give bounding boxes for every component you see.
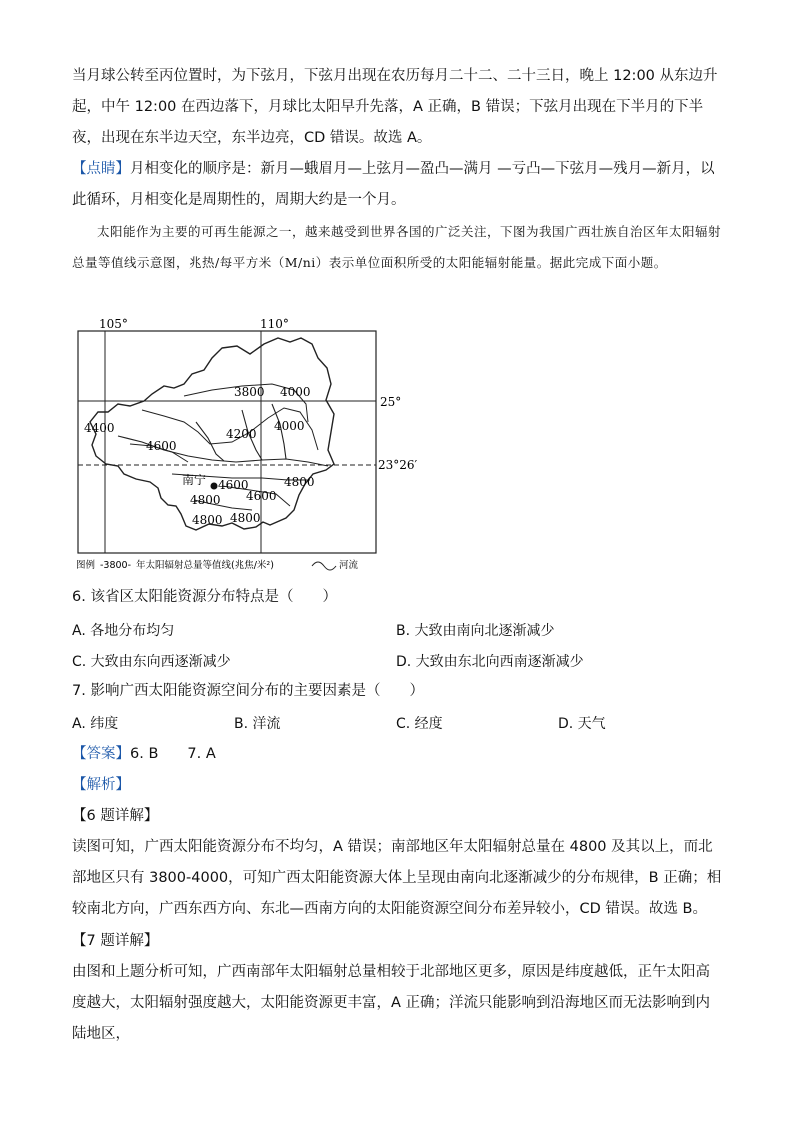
q7-option-a: A. 纬度 — [72, 716, 119, 732]
legend-sample: -3800- — [100, 560, 132, 571]
answer-line — [72, 744, 216, 764]
analysis-tag: 【解析】 — [72, 777, 130, 793]
q6-option-c: C. 大致由东向西逐渐减少 — [72, 654, 231, 670]
isoline-label: 4000 — [280, 385, 311, 399]
isoline-label: 4800 — [230, 511, 261, 525]
lat-label-tropic: 23°26′ — [378, 458, 418, 472]
legend-prefix: 图例 — [76, 560, 96, 571]
lon-label-105: 105° — [99, 317, 128, 331]
isoline-label: 4600 — [218, 478, 249, 492]
isoline-label: 4800 — [284, 475, 315, 489]
solar-radiation-map — [72, 314, 418, 576]
q6-option-d: D. 大致由东北向西南逐渐减少 — [396, 654, 584, 670]
detail-6-tag: 【6 题详解】 — [72, 808, 159, 824]
isoline-label: 4800 — [190, 493, 221, 507]
q7-option-d: D. 天气 — [558, 716, 606, 732]
isoline-label: 4600 — [146, 439, 177, 453]
isoline-label: 4400 — [84, 421, 115, 435]
question-6-stem: 6. 该省区太阳能资源分布特点是（ ） — [72, 589, 337, 605]
city-label-nanning: 南宁 — [182, 473, 207, 487]
solution-paragraph-moon: 当月球公转至丙位置时，为下弦月，下弦月出现在农历每月二十二、二十三日，晚上 12:00 从东边升起，中午 12:00 在西边落下，月球比太阳早升先落，A 正确，B 错误；下弦月出现在下半月的下半夜，出现在东半边天空，东半边亮，CD 错误。故选 A。 — [72, 68, 718, 146]
lat-label-25: 25° — [380, 395, 402, 409]
question-intro: 太阳能作为主要的可再生能源之一，越来越受到世界各国的广泛关注，下图为我国广西壮族自治区年太阳辐射总量等值线示意图，兆热/每平方米（M/ni）表示单位面积所受的太阳能辐射能量。据此完成下面小题。 — [72, 224, 722, 270]
question-7-stem: 7. 影响广西太阳能资源空间分布的主要因素是（ ） — [72, 683, 424, 699]
legend-text: 年太阳辐射总量等值线(兆焦/米²) — [136, 560, 274, 571]
dianjing-text: 月相变化的顺序是：新月—蛾眉月—上弦月—盈凸—满月 —亏凸—下弦月—残月—新月，以此循环，月相变化是周期性的，周期大约是一个月。 — [72, 161, 715, 208]
river-legend-icon — [312, 562, 336, 570]
q6-option-b: B. 大致由南向北逐渐减少 — [396, 623, 555, 639]
isoline-label: 4600 — [246, 489, 277, 503]
isoline-label: 4200 — [226, 427, 257, 441]
nanning-marker — [211, 483, 218, 490]
isoline-label: 3800 — [234, 385, 265, 399]
legend-river: 河流 — [339, 560, 359, 571]
isoline-label: 4800 — [192, 513, 223, 527]
q7-option-b: B. 洋流 — [234, 716, 281, 732]
answer-text: 6. B 7. A — [130, 746, 216, 762]
detail-6-text: 读图可知，广西太阳能资源分布不均匀，A 错误；南部地区年太阳辐射总量在 4800 及其以上，而北部地区只有 3800-4000，可知广西太阳能资源大体上呈现由南向北逐渐减少的分布规律，B 正确；相较南北方向，广西东西方向、东北—西南方向的太阳能资源空间分布差异较小，CD 错误。故选 B。 — [72, 839, 722, 917]
q6-option-a: A. 各地分布均匀 — [72, 623, 175, 639]
detail-7-tag: 【7 题详解】 — [72, 933, 159, 949]
dianjing-tag: 【点睛】 — [72, 161, 130, 177]
dianjing-paragraph — [72, 154, 722, 216]
q7-option-c: C. 经度 — [396, 716, 443, 732]
river-branch-1 — [196, 422, 224, 461]
lon-label-110: 110° — [260, 317, 289, 331]
detail-7-text: 由图和上题分析可知，广西南部年太阳辐射总量相较于北部地区更多，原因是纬度越低，正午太阳高度越大，太阳辐射强度越大，太阳能资源更丰富，A 正确；洋流只能影响到沿海地区而无法影响到内陆地区， — [72, 964, 711, 1042]
isoline-label: 4000 — [274, 419, 305, 433]
answer-tag: 【答案】 — [72, 746, 130, 762]
